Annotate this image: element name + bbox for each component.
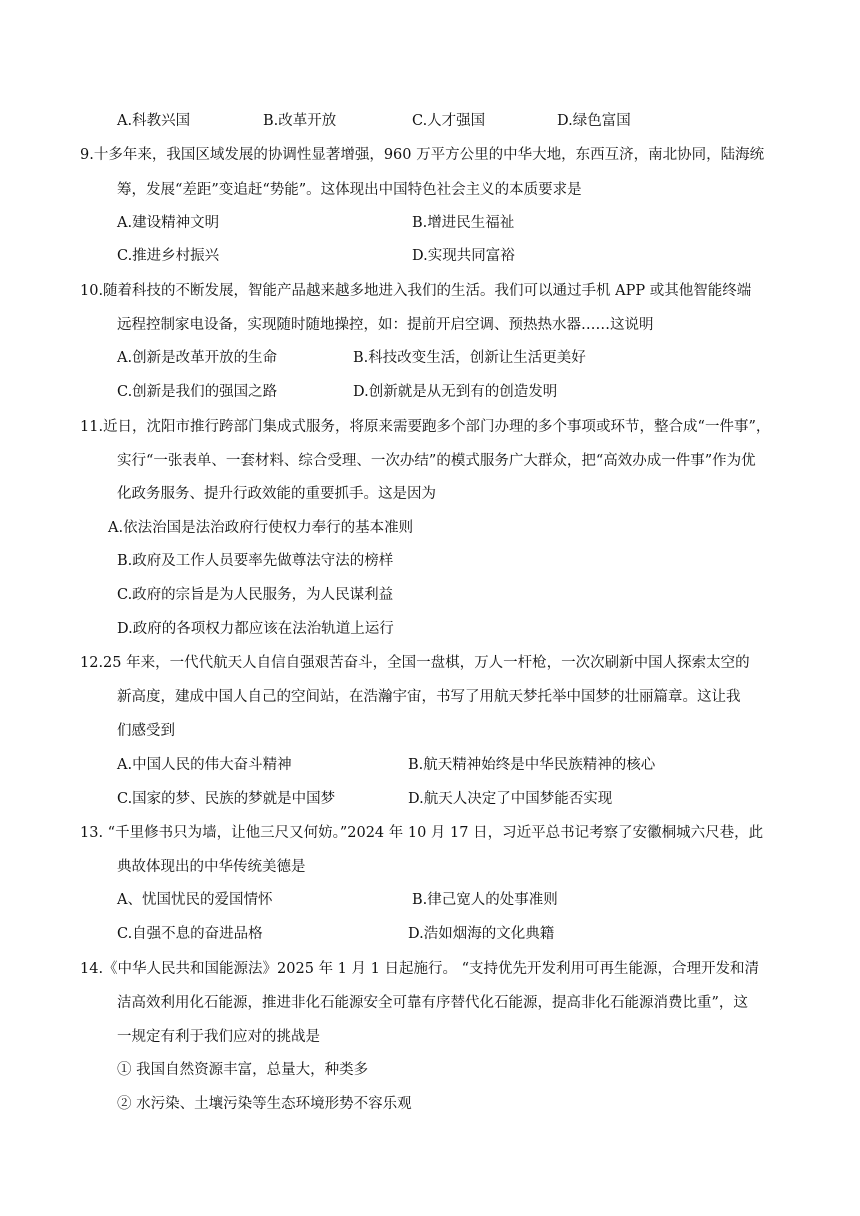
q12-option-a: A.中国人民的伟大奋斗精神 [117, 757, 292, 773]
q12-option-d: D.航天人决定了中国梦能否实现 [408, 791, 613, 807]
q10-stem-line2: 远程控制家电设备，实现随时随地操控，如：提前开启空调、预热热水器……这说明 [117, 317, 654, 333]
q9-option-d: D.实现共同富裕 [412, 248, 515, 264]
q14-stem-line1: 14.《中华人民共和国能源法》2025 年 1 月 1 日起施行。 “支持优先开发利用可再生能源，合理开发和清 [80, 961, 759, 977]
q11-option-b: B.政府及工作人员要率先做尊法守法的榜样 [117, 553, 394, 569]
q13-option-d: D.浩如烟海的文化典籍 [408, 926, 555, 942]
q12-stem-line3: 们感受到 [117, 723, 175, 739]
q11-stem-line2: 实行“一张表单、一套材料、综合受理、一次办结”的模式服务广大群众，把“高效办成一件事”作为优 [117, 453, 756, 469]
q10-option-c: C.创新是我们的强国之路 [117, 384, 278, 400]
q12-option-b: B.航天精神始终是中华民族精神的核心 [408, 757, 656, 773]
q13-option-b: B.律己宽人的处事准则 [412, 892, 558, 908]
q9-option-c: C.推进乡村振兴 [117, 248, 220, 264]
q11-option-d: D.政府的各项权力都应该在法治轨道上运行 [117, 621, 394, 637]
q10-option-b: B.科技改变生活，创新让生活更美好 [353, 350, 586, 366]
q11-stem-line3: 化政务服务、提升行政效能的重要抓手。这是因为 [117, 486, 436, 502]
option-c: C.人才强国 [412, 113, 486, 129]
q9-option-a: A.建设精神文明 [117, 215, 220, 231]
q13-option-a: A、忧国忧民的爱国情怀 [117, 892, 273, 908]
q13-option-c: C.自强不息的奋进品格 [117, 926, 263, 942]
q12-option-c: C.国家的梦、民族的梦就是中国梦 [117, 791, 336, 807]
q11-option-c: C.政府的宗旨是为人民服务，为人民谋利益 [117, 587, 394, 603]
q14-stem-line2: 洁高效利用化石能源，推进非化石能源安全可靠有序替代化石能源，提高非化石能源消费比重”，这 [117, 995, 748, 1011]
q9-stem-line1: 9.十多年来，我国区域发展的协调性显著增强，960 万平方公里的中华大地，东西互济，南北协同，陆海统 [80, 147, 765, 163]
q10-option-d: D.创新就是从无到有的创造发明 [353, 384, 558, 400]
option-d: D.绿色富国 [557, 113, 631, 129]
q9-option-b: B.增进民生福祉 [412, 215, 515, 231]
q10-stem-line1: 10.随着科技的不断发展，智能产品越来越多地进入我们的生活。我们可以通过手机 APP 或其他智能终端 [80, 283, 752, 299]
q14-item-1: ① 我国自然资源丰富，总量大，种类多 [117, 1062, 369, 1078]
q12-stem-line1: 12.25 年来，一代代航天人自信自强艰苦奋斗，全国一盘棋，万人一杆枪，一次次刷新中国人探索太空的 [80, 655, 750, 671]
q9-stem-line2: 筹，发展“差距”变追赶“势能”。这体现出中国特色社会主义的本质要求是 [117, 182, 582, 198]
option-a: A.科教兴国 [117, 113, 191, 129]
q14-stem-line3: 一规定有利于我们应对的挑战是 [117, 1029, 320, 1045]
q10-option-a: A.创新是改革开放的生命 [117, 350, 278, 366]
q14-item-2: ② 水污染、土壤污染等生态环境形势不容乐观 [117, 1096, 412, 1112]
q11-option-a: A.依法治国是法治政府行使权力奉行的基本准则 [108, 520, 414, 536]
q12-stem-line2: 新高度，建成中国人自己的空间站，在浩瀚宇宙，书写了用航天梦托举中国梦的壮丽篇章。这让我 [117, 689, 741, 705]
q13-stem-line2: 典故体现出的中华传统美德是 [117, 859, 306, 875]
q13-stem-line1: 13. “千里修书只为墙，让他三尺又何妨。”2024 年 10 月 17 日，习近平总书记考察了安徽桐城六尺巷，此 [80, 825, 764, 841]
q11-stem-line1: 11.近日，沈阳市推行跨部门集成式服务，将原来需要跑多个部门办理的多个事项或环节，整合成“一件事”， [80, 419, 771, 435]
option-b: B.改革开放 [263, 113, 337, 129]
